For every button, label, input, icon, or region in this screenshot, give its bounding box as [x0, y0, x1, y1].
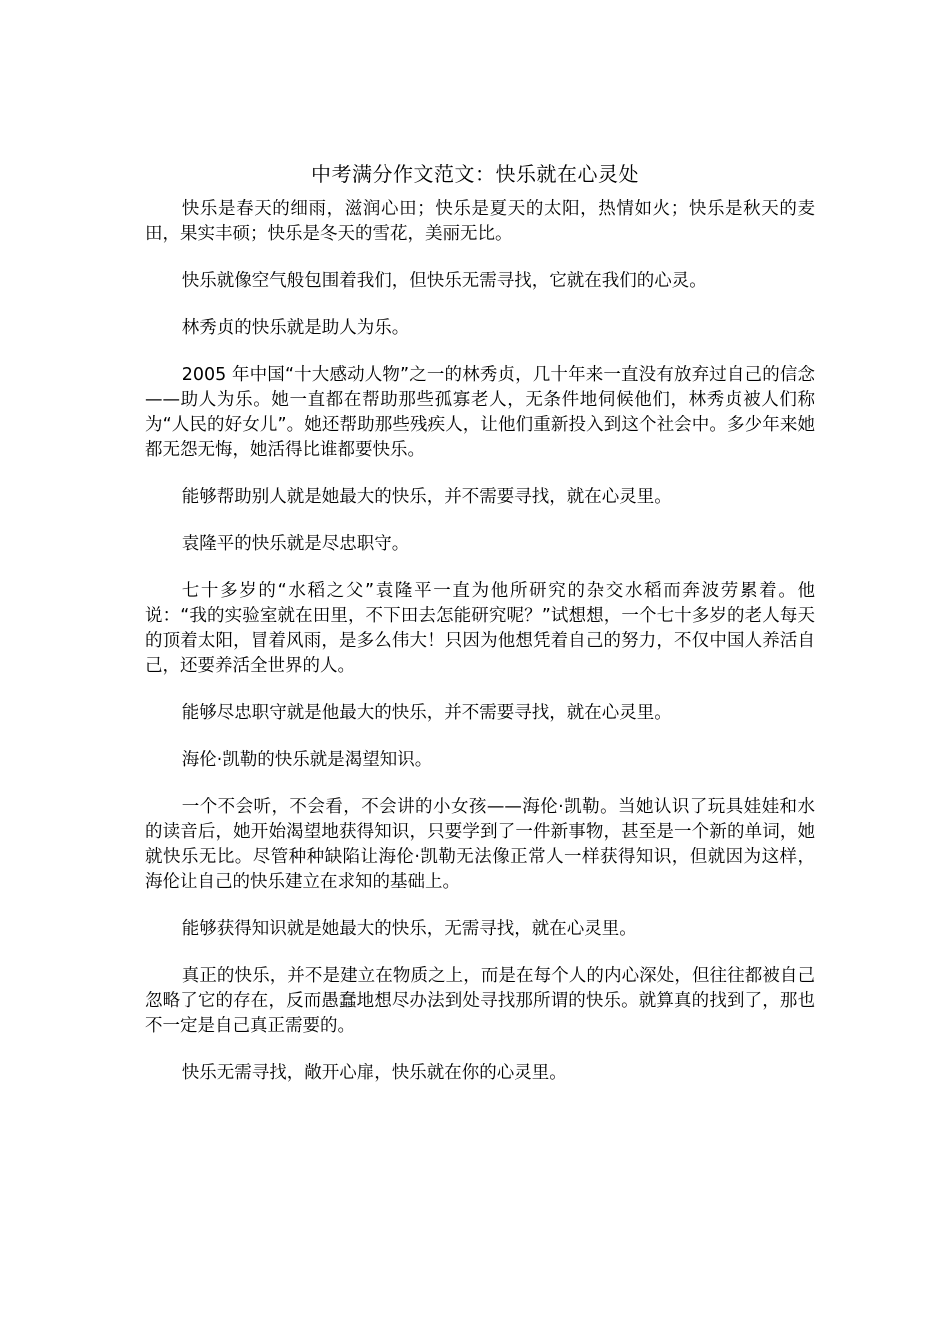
document-body [145, 197, 815, 1108]
paragraph: 快乐就像空气般包围着我们，但快乐无需寻找，它就在我们的心灵。 [181, 271, 707, 291]
paragraph: 能够帮助别人就是她最大的快乐，并不需要寻找，就在心灵里。 [181, 487, 672, 507]
paragraph: 快乐无需寻找，敞开心扉，快乐就在你的心灵里。 [181, 1063, 567, 1083]
document-title: 中考满分作文范文：快乐就在心灵处 [311, 162, 639, 186]
paragraph: 七十多岁的“水稻之父”袁隆平一直为他所研究的杂交水稻而奔波劳累着。他说：“我的实验室就在田里，不下田去怎能研究呢？”试想想，一个七十多岁的老人每天的顶着太阳，冒着风雨，是多么伟大！只因为他想凭着自己的努力，不仅中国人养活自己，还要养活全世界的人。 [145, 581, 815, 676]
paragraph: 袁隆平的快乐就是尽忠职守。 [181, 534, 410, 554]
paragraph: 2005 年中国“十大感动人物”之一的林秀贞，几十年来一直没有放弃过自己的信念——助人为乐。她一直都在帮助那些孤寡老人，无条件地伺候他们，林秀贞被人们称为“人民的好女儿”。她还帮助那些残疾人，让他们重新投入到这个社会中。多少年来她都无怨无悔，她活得比谁都要快乐。 [145, 365, 815, 460]
paragraph: 快乐是春天的细雨，滋润心田；快乐是夏天的太阳，热情如火；快乐是秋天的麦田，果实丰硕；快乐是冬天的雪花，美丽无比。 [145, 199, 815, 244]
paragraph: 真正的快乐，并不是建立在物质之上，而是在每个人的内心深处，但往往都被自己忽略了它的存在，反而愚蠢地想尽办法到处寻找那所谓的快乐。就算真的找到了，那也不一定是自己真正需要的。 [145, 966, 815, 1036]
paragraph: 林秀贞的快乐就是助人为乐。 [181, 318, 410, 338]
paragraph: 能够获得知识就是她最大的快乐，无需寻找，就在心灵里。 [181, 919, 637, 939]
paragraph: 海伦·凯勒的快乐就是渴望知识。 [181, 750, 433, 770]
paragraph: 能够尽忠职守就是他最大的快乐，并不需要寻找，就在心灵里。 [181, 703, 672, 723]
paragraph: 一个不会听，不会看，不会讲的小女孩——海伦·凯勒。当她认识了玩具娃娃和水的读音后，她开始渴望地获得知识，只要学到了一件新事物，甚至是一个新的单词，她就快乐无比。尽管种种缺陷让海伦·凯勒无法像正常人一样获得知识，但就因为这样，海伦让自己的快乐建立在求知的基础上。 [145, 797, 815, 892]
